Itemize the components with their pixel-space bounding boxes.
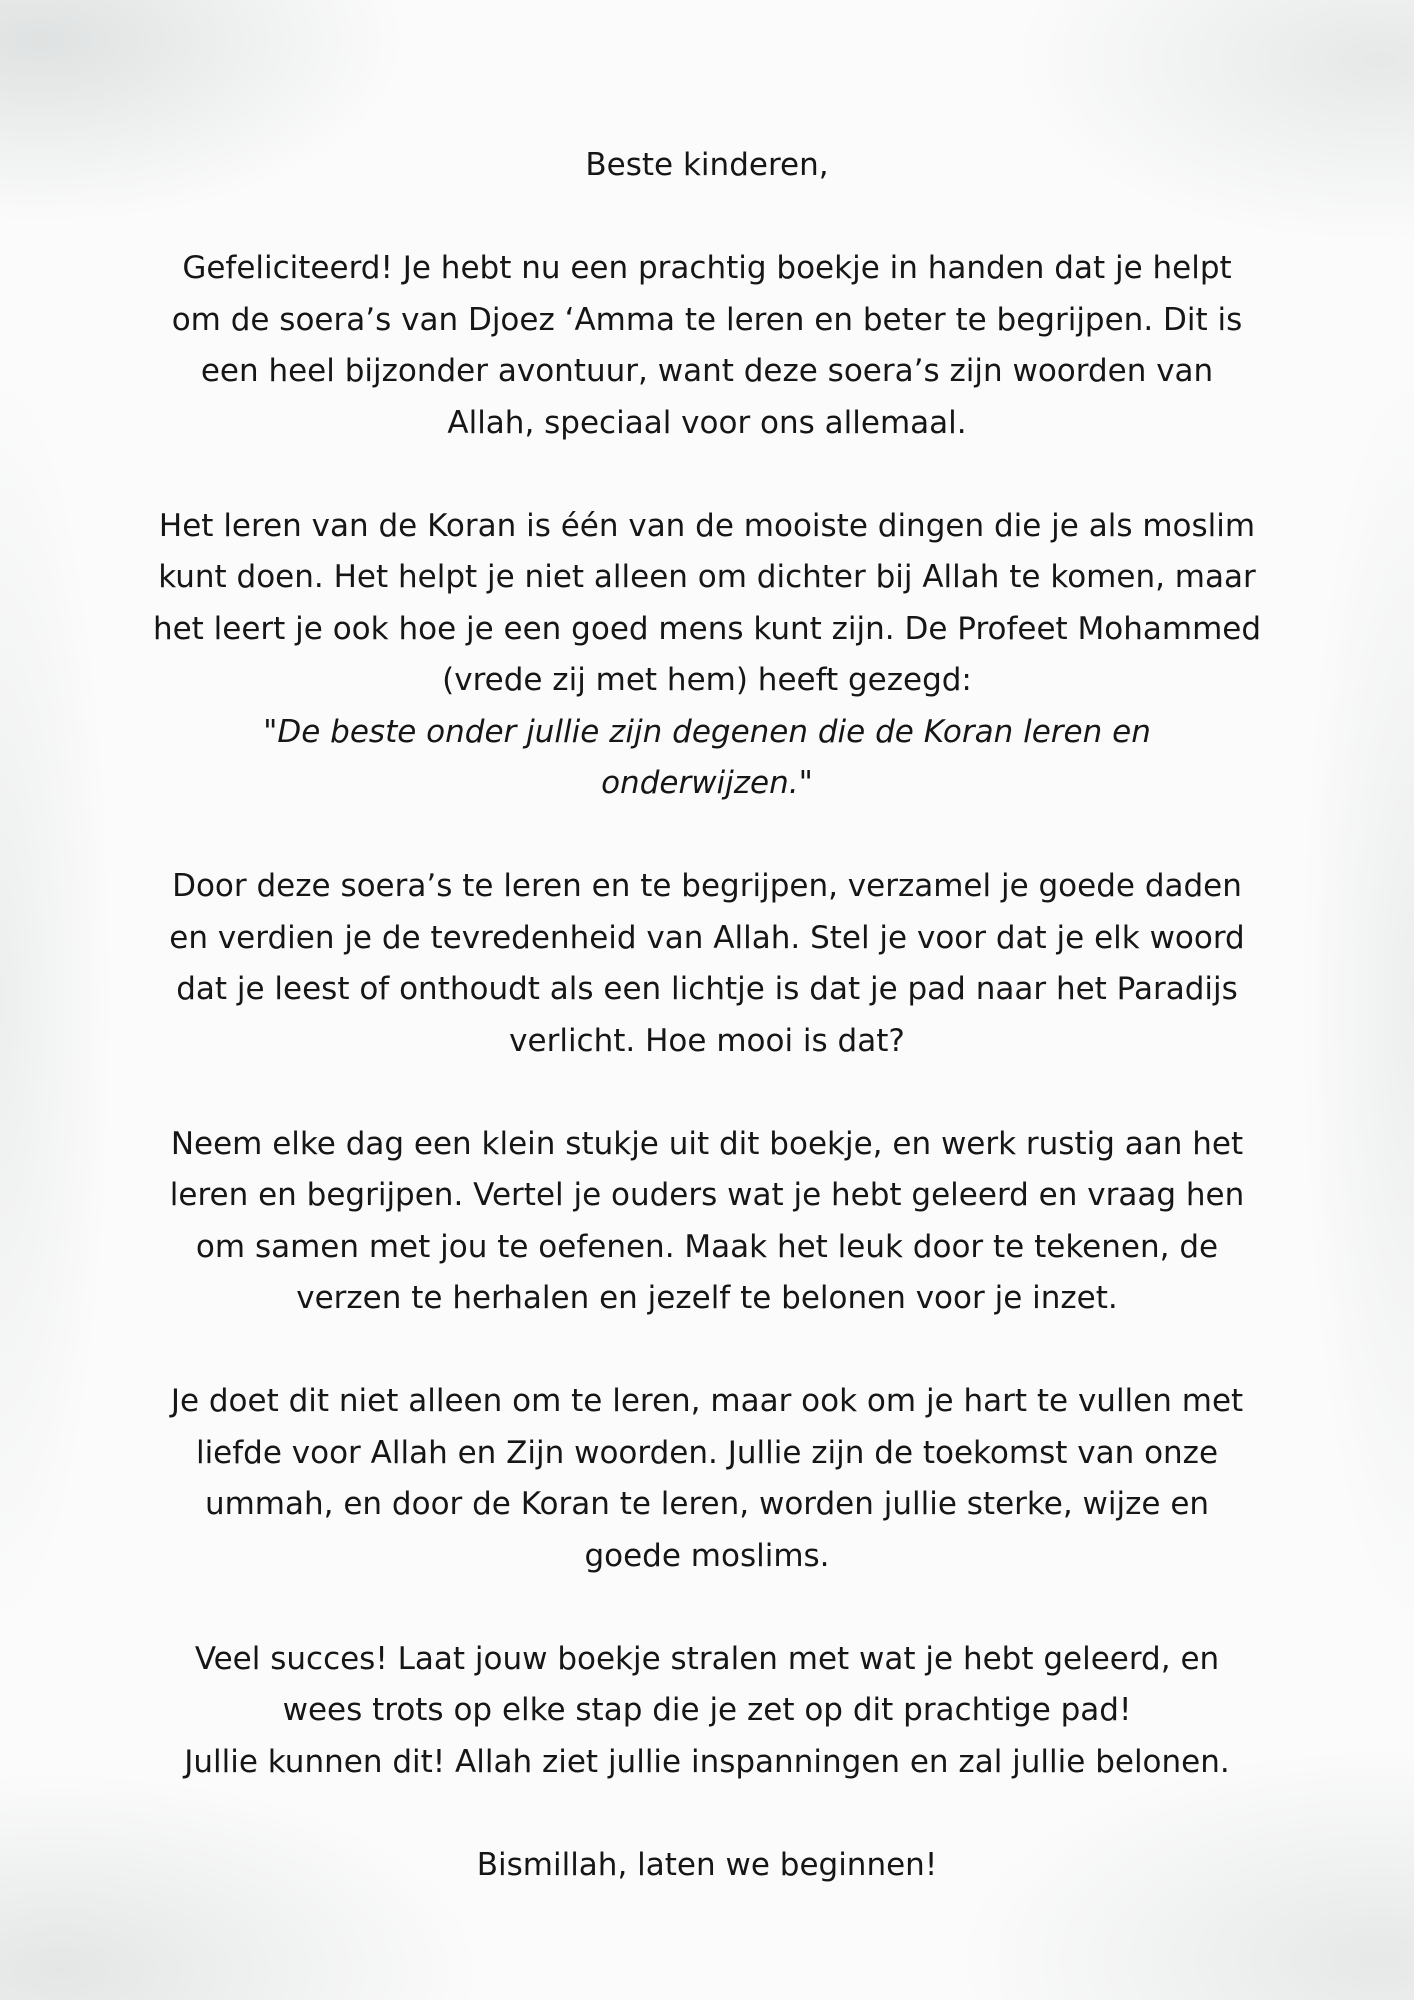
text-line: leren en begrijpen. Vertel je ouders wat je hebt geleerd en vraag hen [169,1177,1245,1213]
hadith-quote-line: onderwijzen." [601,765,813,801]
text-line: Je doet dit niet alleen om te leren, maar ook om je hart te vullen met [170,1383,1244,1419]
paragraph-gap [120,1582,1294,1634]
text-line: kunt doen. Het helpt je niet alleen om dichter bij Allah te komen, maar [158,559,1256,595]
paragraph-gap [120,810,1294,862]
text-line: en verdien je de tevredenheid van Allah. Stel je voor dat je elk woord [169,919,1245,956]
text-line: Jullie kunnen dit! Allah ziet jullie inspanningen en zal jullie belonen. [184,1743,1230,1780]
paragraph-gap [120,192,1294,244]
paragraph-learning-koran [120,501,1294,810]
text-line: Door deze soera’s te leren en te begrijpen, verzamel je goede daden [172,868,1242,904]
text-line: liefde voor Allah en Zijn woorden. Jullie zijn de toekomst van onze [195,1434,1219,1471]
paragraph-congratulations [120,243,1294,449]
text-line: dat je leest of onthoudt als een lichtje is dat je pad naar het Paradijs [176,971,1238,1007]
text-line: Allah, speciaal voor ons allemaal. [447,404,967,441]
paragraph-good-deeds [120,861,1294,1067]
paragraph-encouragement [120,1634,1294,1789]
paragraph-daily-practice [120,1119,1294,1325]
text-line: goede moslims. [584,1537,830,1574]
text-line: (vrede zij met hem) heeft gezegd: [442,662,972,698]
text-line: ummah, en door de Koran te leren, worden jullie sterke, wijze en [204,1486,1210,1522]
text-line: Neem elke dag een klein stukje uit dit boekje, en werk rustig aan het [170,1125,1244,1162]
text-line: om samen met jou te oefenen. Maak het leuk door te tekenen, de [195,1228,1219,1265]
greeting-line: Beste kinderen, [585,147,829,183]
text-line: het leert je ook hoe je een goed mens kunt zijn. De Profeet Mohammed [152,610,1262,647]
paragraph-gap [120,1788,1294,1840]
paragraph-gap [120,1325,1294,1377]
text-line: wees trots op elke stap die je zet op dit prachtige pad! [282,1692,1132,1728]
paragraph-gap [120,1067,1294,1119]
closing [120,1840,1294,1892]
closing-line: Bismillah, laten we beginnen! [476,1846,938,1883]
text-line: verlicht. Hoe mooi is dat? [509,1022,905,1059]
text-line: Gefeliciteerd! Je hebt nu een prachtig boekje in handen dat je helpt [182,250,1232,286]
text-line: om de soera’s van Djoez ‘Amma te leren en beter te begrijpen. Dit is [171,301,1243,338]
paragraph-future-ummah [120,1376,1294,1582]
text-line: een heel bijzonder avontuur, want deze soera’s zijn woorden van [200,353,1214,389]
greeting [120,140,1294,192]
paragraph-gap [120,449,1294,501]
letter-body [120,140,1294,1891]
text-line: Het leren van de Koran is één van de mooiste dingen die je als moslim [158,507,1256,544]
text-line: Veel succes! Laat jouw boekje stralen met wat je hebt geleerd, en [194,1640,1220,1677]
text-line: verzen te herhalen en jezelf te belonen voor je inzet. [296,1280,1118,1316]
hadith-quote-line: "De beste onder jullie zijn degenen die de Koran leren en [263,713,1151,750]
